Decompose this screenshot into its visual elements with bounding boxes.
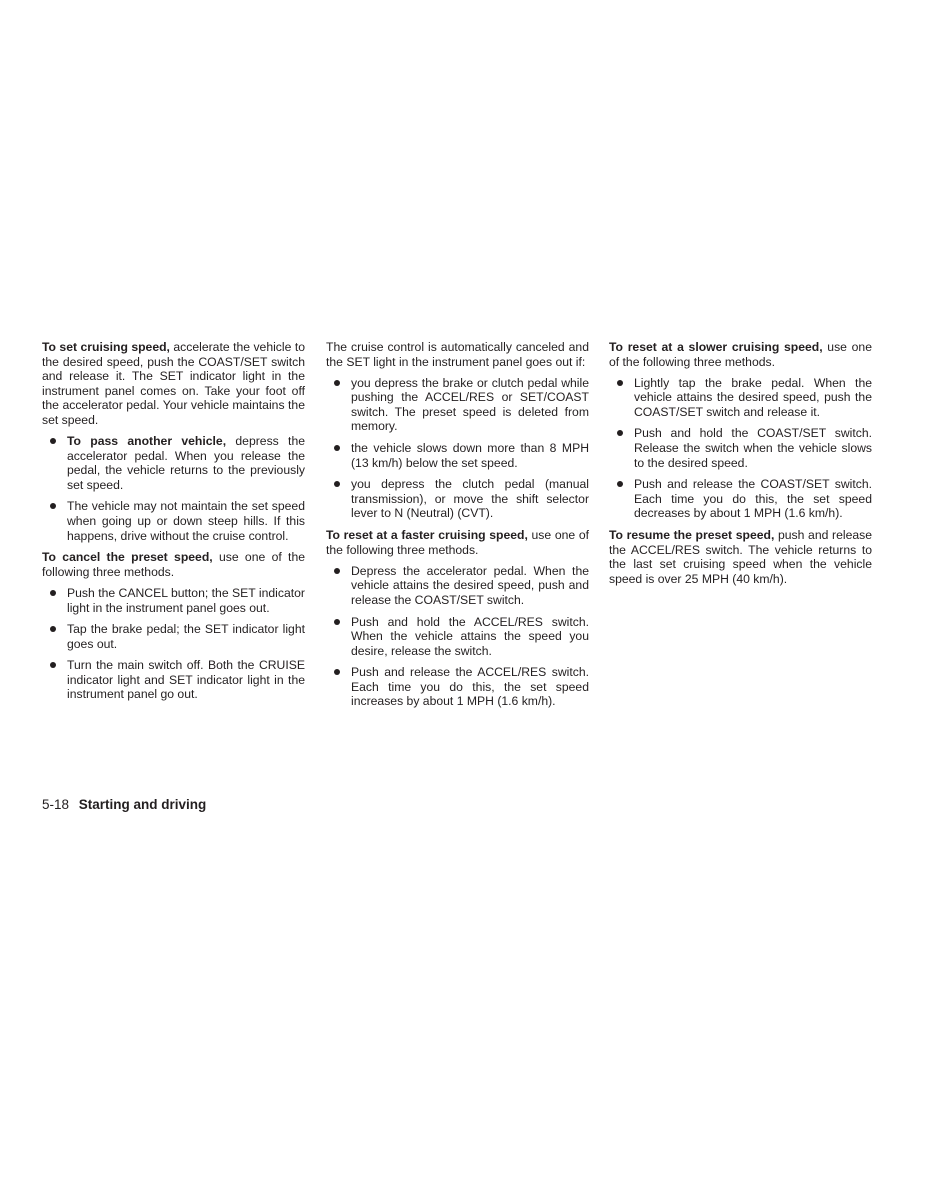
paragraph-heading: To reset at a slower cruising speed,	[609, 340, 823, 354]
bullet-list	[326, 564, 589, 709]
list-item	[42, 622, 305, 651]
list-item-heading: To pass another vehicle,	[67, 434, 227, 449]
list-item-text: Push and release the COAST/SET switch. Each time you do this, the set speed decreases by about 1 MPH (1.6 km/h).	[634, 477, 872, 521]
paragraph-text: The cruise control is automatically canceled and the SET light in the instrument panel goes out if:	[326, 340, 589, 369]
bullet-icon	[334, 568, 340, 574]
bullet-icon	[334, 619, 340, 625]
bullet-list	[326, 376, 589, 521]
text-column-2	[326, 340, 589, 716]
paragraph-text: accelerate the vehicle to the desired speed, push the COAST/SET switch and release it. The SET indicator light in the instrument panel comes on. Take your foot off the accelerator pedal. Your vehicle maintains the set speed.	[42, 340, 305, 427]
list-item	[326, 376, 589, 434]
bullet-icon	[50, 626, 56, 632]
bullet-list	[609, 376, 872, 521]
bullet-icon	[334, 669, 340, 675]
paragraph-text: use one of the following three methods.	[326, 528, 589, 557]
list-item-text: depress the accelerator pedal. When you release the pedal, the vehicle returns to the previously set speed.	[67, 434, 306, 492]
paragraph-heading: To resume the preset speed,	[609, 528, 775, 543]
list-item-text: you depress the clutch pedal (manual transmission), or move the shift selector lever to N (Neutral) (CVT).	[351, 477, 589, 521]
list-item	[326, 477, 589, 521]
bullet-icon	[334, 481, 340, 487]
paragraph	[326, 340, 589, 369]
paragraph-heading: To cancel the preset speed,	[42, 550, 213, 565]
section-title: Starting and driving	[78, 797, 207, 812]
bullet-icon	[617, 380, 623, 386]
list-item	[42, 586, 305, 615]
paragraph-heading: To set cruising speed,	[42, 340, 170, 354]
bullet-list	[42, 586, 305, 702]
page-number: 5-18	[42, 797, 70, 812]
list-item-text: Push and hold the COAST/SET switch. Release the switch when the vehicle slows to the desired speed.	[634, 426, 872, 470]
paragraph-text: use one of the following three methods.	[609, 340, 872, 369]
paragraph	[609, 528, 872, 586]
list-item	[326, 441, 589, 470]
bullet-icon	[50, 503, 56, 509]
bullet-list	[42, 434, 305, 543]
paragraph	[42, 340, 305, 428]
list-item	[326, 615, 589, 659]
list-item-text: the vehicle slows down more than 8 MPH (13 km/h) below the set speed.	[351, 441, 589, 470]
text-column-1	[42, 340, 305, 709]
list-item	[609, 376, 872, 420]
paragraph-text: use one of the following three methods.	[42, 550, 305, 579]
list-item-text: you depress the brake or clutch pedal while pushing the ACCEL/RES or SET/COAST switch. The preset speed is deleted from memory.	[351, 375, 589, 434]
list-item	[326, 564, 589, 608]
list-item	[42, 658, 305, 702]
bullet-icon	[334, 380, 340, 386]
list-item-text: Tap the brake pedal; the SET indicator light goes out.	[67, 622, 305, 651]
list-item-text: Push and release the ACCEL/RES switch. Each time you do this, the set speed increases by about 1 MPH (1.6 km/h).	[351, 665, 589, 709]
paragraph	[42, 550, 305, 579]
list-item	[609, 477, 872, 521]
list-item-text: Push and hold the ACCEL/RES switch. When the vehicle attains the speed you desire, release the switch.	[351, 614, 589, 658]
page-footer	[42, 797, 206, 813]
list-item-text: Depress the accelerator pedal. When the vehicle attains the desired speed, push and release the COAST/SET switch.	[351, 563, 589, 607]
list-item	[609, 426, 872, 470]
bullet-icon	[50, 590, 56, 596]
list-item-text: Turn the main switch off. Both the CRUISE indicator light and SET indicator light in the instrument panel go out.	[67, 658, 305, 702]
bullet-icon	[334, 445, 340, 451]
list-item	[326, 665, 589, 709]
bullet-icon	[617, 430, 623, 436]
list-item-text: Lightly tap the brake pedal. When the vehicle attains the desired speed, push the COAST/SET switch and release it.	[634, 375, 872, 419]
list-item-text: Push the CANCEL button; the SET indicator light in the instrument panel goes out.	[67, 585, 305, 615]
text-column-3	[609, 340, 872, 593]
list-item-text: The vehicle may not maintain the set speed when going up or down steep hills. If this happens, drive without the cruise control.	[67, 499, 305, 543]
paragraph-heading: To reset at a faster cruising speed,	[326, 528, 528, 543]
bullet-icon	[617, 481, 623, 487]
bullet-icon	[50, 438, 56, 444]
list-item	[42, 499, 305, 543]
paragraph	[609, 340, 872, 369]
paragraph-text: push and release the ACCEL/RES switch. The vehicle returns to the last set cruising speed when the vehicle speed is over 25 MPH (40 km/h).	[609, 528, 872, 586]
bullet-icon	[50, 662, 56, 668]
paragraph	[326, 528, 589, 557]
list-item	[42, 434, 305, 492]
